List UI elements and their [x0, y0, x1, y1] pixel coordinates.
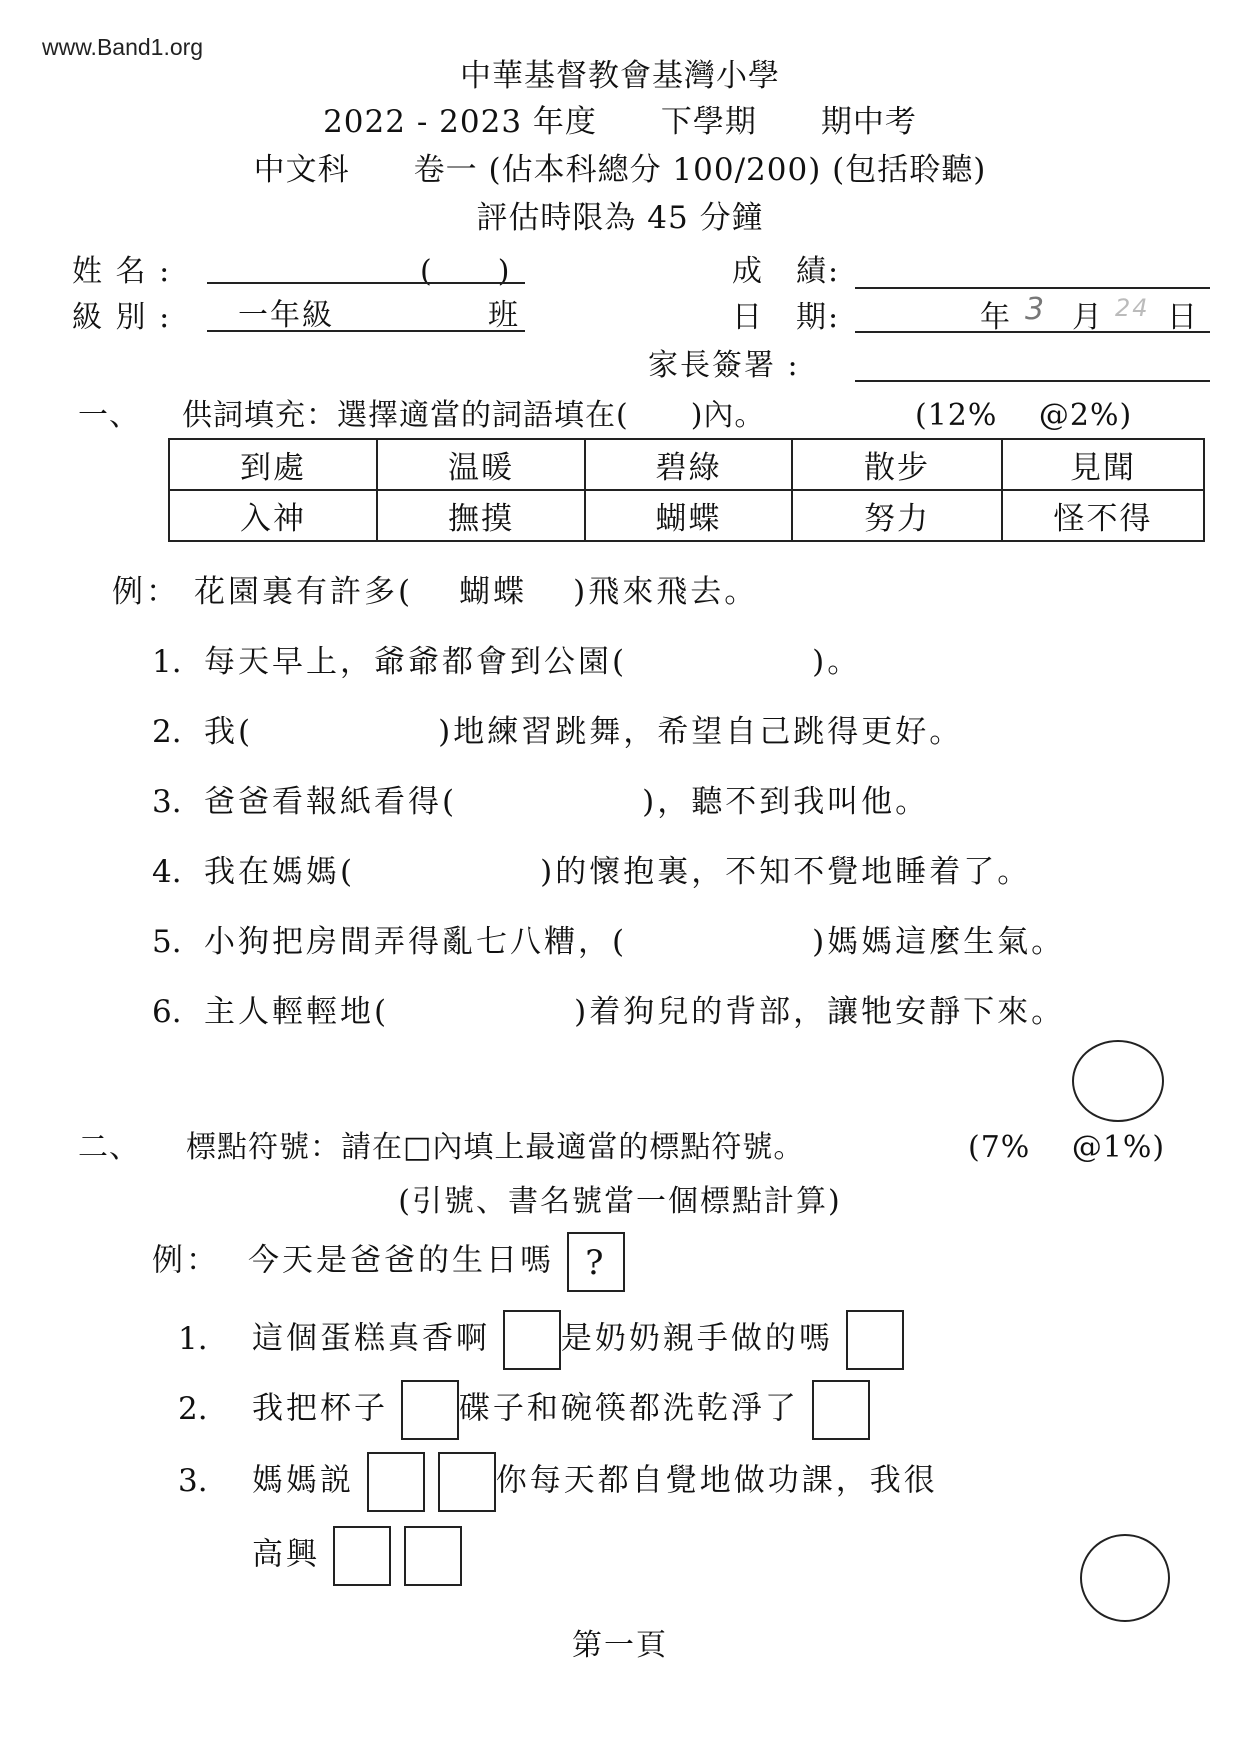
punctuation-box[interactable]: [438, 1452, 496, 1512]
watermark: www.Band1.org: [42, 34, 204, 60]
word-bank-cell: 見聞: [1002, 439, 1204, 490]
example-punctuation-box: ?: [567, 1232, 625, 1292]
school-name: 中華基督教會基灣小學: [460, 58, 780, 94]
section1-question-4: 4. 我在媽媽( )的懷抱裏，不知不覺地睡着了。: [152, 854, 1032, 890]
example-answer: 蝴蝶: [459, 574, 528, 610]
word-bank-row: [169, 439, 1204, 490]
section2-number: 二、: [78, 1130, 140, 1165]
section2-instruction: 標點符號：請在□內填上最適當的標點符號。: [186, 1130, 805, 1165]
section2-question-3-continued: 高興: [252, 1526, 462, 1586]
example-after: )飛來飛去。: [573, 574, 759, 610]
section2-note: (引號、書名號當一個標點計算): [398, 1184, 842, 1219]
grade-value: 一年級: [238, 298, 334, 333]
time-limit-line: 評估時限為 45 分鐘: [476, 200, 764, 236]
example-before: 花園裏有許多(: [194, 574, 414, 610]
parent-signature-label: 家長簽署 :: [648, 348, 800, 383]
punctuation-box[interactable]: [503, 1310, 561, 1370]
section2-question-1: 1. 這個蛋糕真香啊 是奶奶親手做的嗎: [178, 1310, 904, 1370]
word-bank-cell: 入神: [169, 490, 377, 541]
punctuation-box[interactable]: [333, 1526, 391, 1586]
name-field[interactable]: [207, 282, 525, 284]
word-bank-cell: 碧綠: [585, 439, 792, 490]
class-suffix: 班: [488, 298, 520, 333]
class-label: 級 別 :: [72, 300, 172, 335]
score-circle: [1080, 1534, 1170, 1622]
section1-number: 一、: [78, 398, 140, 433]
section1-instruction: 供詞填充：選擇適當的詞語填在( )內。: [182, 398, 766, 433]
name-label: 姓 名 :: [72, 254, 172, 289]
score-label: 成 績:: [732, 254, 841, 289]
section1-question-1: 1. 每天早上，爺爺都會到公園( )。: [152, 644, 862, 680]
section1-marks: (12% @2%): [915, 398, 1133, 433]
score-field[interactable]: [855, 287, 1210, 289]
page-number: 第一頁: [572, 1628, 668, 1663]
section1-question-6: 6. 主人輕輕地( )着狗兒的背部，讓牠安靜下來。: [152, 994, 1066, 1030]
section2-question-2: 2. 我把杯子 碟子和碗筷都洗乾淨了: [178, 1380, 870, 1440]
section1-question-3: 3. 爸爸看報紙看得( )，聽不到我叫他。: [152, 784, 930, 820]
word-bank-cell: 到處: [169, 439, 377, 490]
punctuation-box[interactable]: [812, 1380, 870, 1440]
punctuation-box[interactable]: [367, 1452, 425, 1512]
date-month-unit: 月: [1072, 300, 1104, 335]
section1-question-2: 2. 我( )地練習跳舞，希望自己跳得更好。: [152, 714, 964, 750]
parent-signature-field[interactable]: [855, 380, 1210, 382]
punctuation-box[interactable]: [846, 1310, 904, 1370]
date-year-unit: 年: [980, 300, 1012, 335]
word-bank-table: [168, 438, 1205, 542]
section2-question-3: 3. 媽媽説 你每天都自覺地做功課，我很: [178, 1452, 938, 1512]
word-bank-cell: 撫摸: [377, 490, 585, 541]
punctuation-box[interactable]: [401, 1380, 459, 1440]
word-bank-cell: 努力: [792, 490, 1002, 541]
section1-question-5: 5. 小狗把房間弄得亂七八糟，( )媽媽這麼生氣。: [152, 924, 1066, 960]
section1-example: [112, 566, 758, 611]
example-label: 例：: [112, 574, 180, 610]
date-label: 日 期:: [732, 300, 841, 335]
punctuation-box[interactable]: [404, 1526, 462, 1586]
class-number-parens: ( ): [420, 254, 512, 289]
date-day-unit: 日: [1167, 300, 1199, 335]
word-bank-cell: 散步: [792, 439, 1002, 490]
word-bank-cell: 怪不得: [1002, 490, 1204, 541]
exam-year-line: 2022 - 2023 年度 下學期 期中考: [323, 104, 917, 140]
date-day-handwritten: 24: [1115, 294, 1150, 322]
section2-marks: (7% @1%): [968, 1130, 1166, 1165]
word-bank-cell: 温暖: [377, 439, 585, 490]
score-circle: [1072, 1040, 1164, 1122]
word-bank-row: [169, 490, 1204, 541]
date-month-handwritten: 3: [1025, 292, 1047, 327]
date-field[interactable]: [855, 331, 1210, 333]
class-field[interactable]: [207, 330, 525, 332]
word-bank-cell: 蝴蝶: [585, 490, 792, 541]
section2-example: 例： 今天是爸爸的生日嗎 ?: [152, 1232, 625, 1292]
subject-line: 中文科 卷一 (佔本科總分 100/200) (包括聆聽): [253, 152, 987, 188]
